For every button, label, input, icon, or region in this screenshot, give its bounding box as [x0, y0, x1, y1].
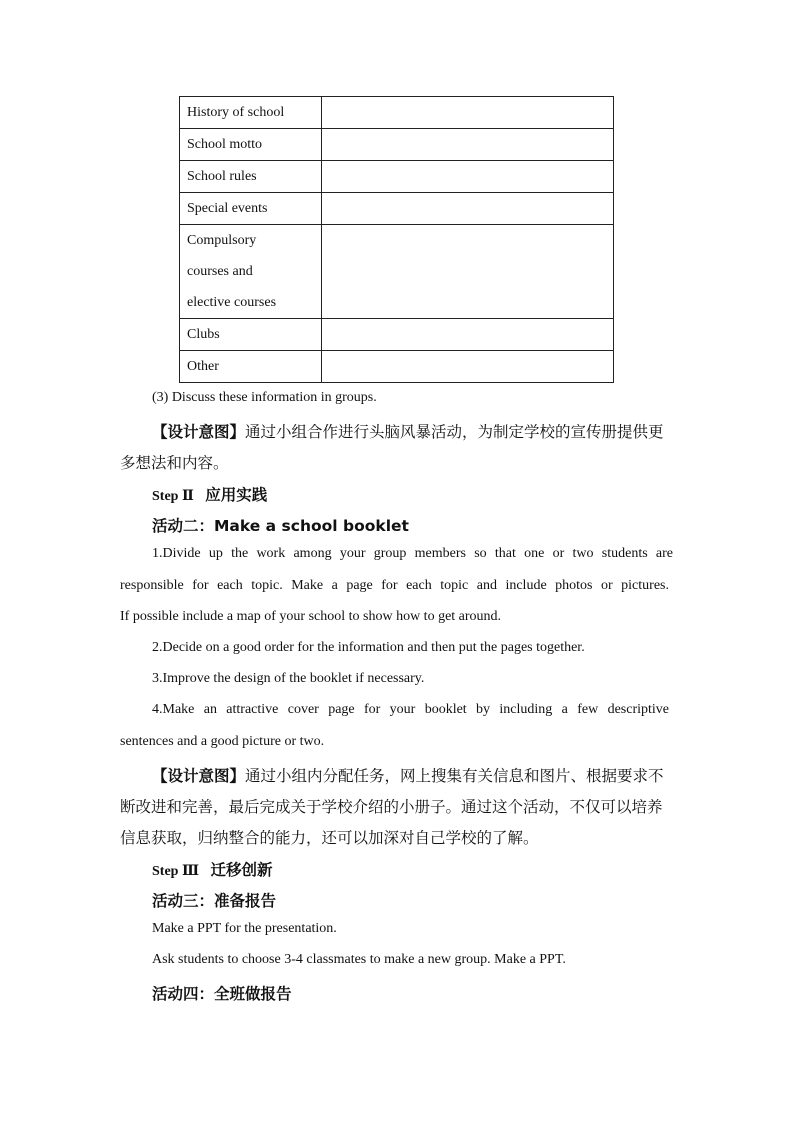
table-cell-label: Special events — [180, 193, 322, 225]
design-intent-tag: 【设计意图】 — [152, 767, 246, 785]
design-intent-text: 通过小组内分配任务，网上搜集有关信息和图片、根据要求不 — [245, 767, 664, 785]
table-row — [180, 129, 614, 161]
design-intent-2-cont: 信息获取，归纳整合的能力，还可以加深对自己学校的了解。 — [120, 829, 539, 847]
table-cell-empty — [322, 225, 614, 319]
step-2-title: 应用实践 — [205, 486, 268, 504]
table-cell-label-line: elective courses — [187, 295, 277, 310]
table-row — [180, 97, 614, 129]
design-intent-1-cont: 多想法和内容。 — [120, 454, 229, 472]
school-info-table — [179, 96, 614, 383]
table-row — [180, 319, 614, 351]
step-2-paragraph-3: 3.Improve the design of the booklet if necessary. — [152, 671, 425, 686]
table-row — [180, 351, 614, 383]
table-cell-label-line: courses and — [187, 264, 253, 279]
activity-3-line-1: Make a PPT for the presentation. — [152, 921, 337, 936]
design-intent-2-cont: 断改进和完善，最后完成关于学校介绍的小册子。通过这个活动，不仅可以培养 — [120, 798, 663, 816]
design-intent-2 — [152, 764, 674, 786]
table-cell-empty — [322, 161, 614, 193]
step-2-paragraph-4: 4.Make an attractive cover page for your booklet by including a few descriptive — [152, 702, 669, 717]
table-cell-empty — [322, 351, 614, 383]
step-2-paragraph-2: 2.Decide on a good order for the information and then put the pages together. — [152, 640, 585, 655]
activity-4-title: 活动四：全班做报告 — [152, 985, 292, 1003]
step-3-label: Step Ⅲ — [152, 864, 199, 879]
table-cell-label — [180, 225, 322, 319]
discuss-instruction: (3) Discuss these information in groups. — [152, 390, 377, 405]
step-2-paragraph-4-cont: sentences and a good picture or two. — [120, 734, 325, 749]
activity-3-title: 活动三：准备报告 — [152, 892, 277, 910]
design-intent-1 — [152, 420, 674, 442]
activity-2-title: 活动二：Make a school booklet — [152, 517, 409, 535]
table-row — [180, 193, 614, 225]
table-row — [180, 225, 614, 319]
table-cell-label: Clubs — [180, 319, 322, 351]
step-3-title: 迁移创新 — [210, 861, 273, 879]
step-2-label: Step Ⅱ — [152, 489, 194, 504]
table-cell-label-line: Compulsory — [187, 233, 257, 248]
table-row — [180, 161, 614, 193]
step-2-paragraph-1-cont: responsible for each topic. Make a page for each topic and include photos or pictures. — [120, 578, 669, 593]
design-intent-text: 通过小组合作进行头脑风暴活动，为制定学校的宣传册提供更 — [245, 423, 664, 441]
table-cell-empty — [322, 193, 614, 225]
table-cell-label: School rules — [180, 161, 322, 193]
table-cell-empty — [322, 319, 614, 351]
step-2-paragraph-1-cont: If possible include a map of your school to show how to get around. — [120, 609, 502, 624]
table-cell-label: School motto — [180, 129, 322, 161]
activity-3-line-2: Ask students to choose 3-4 classmates to make a new group. Make a PPT. — [152, 952, 566, 967]
table-cell-label: Other — [180, 351, 322, 383]
step-2-paragraph-1: 1.Divide up the work among your group members so that one or two students are — [152, 546, 673, 561]
table-cell-label: History of school — [180, 97, 322, 129]
design-intent-tag: 【设计意图】 — [152, 423, 246, 441]
step-3-heading — [152, 858, 273, 880]
table-cell-empty — [322, 97, 614, 129]
table-cell-empty — [322, 129, 614, 161]
step-2-heading — [152, 483, 267, 505]
